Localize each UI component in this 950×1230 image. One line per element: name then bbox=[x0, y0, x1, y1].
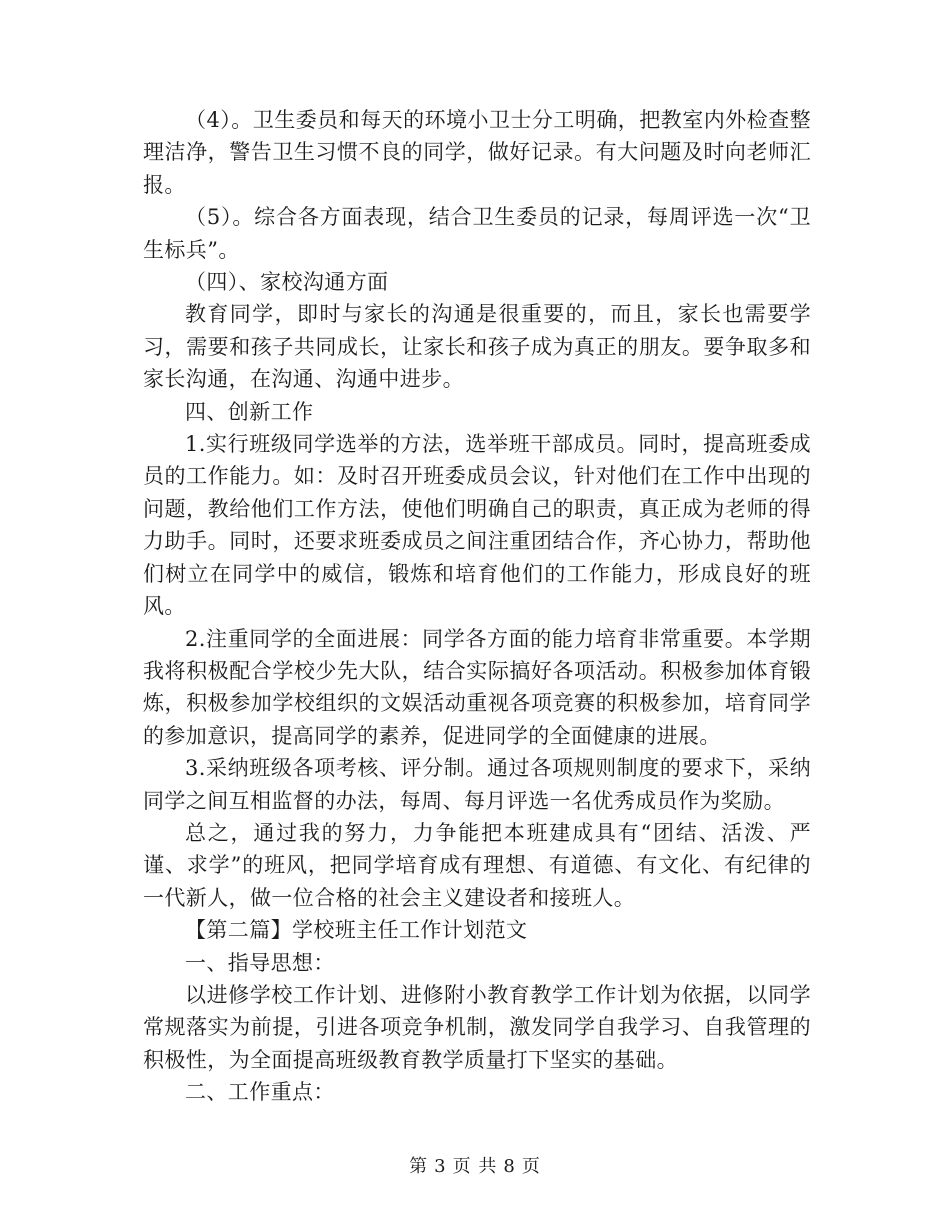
paragraph-guiding-ideology: 以进修学校工作计划、进修附小教育教学工作计划为依据，以同学常规落实为前提，引进各项竞争机制，激发同学自我学习、自我管理的积极性，为全面提高班级教育教学质量打下坚实的基础。 bbox=[143, 982, 811, 1072]
paragraph-hygiene-item-4: （4）。卫生委员和每天的环境小卫士分工明确，把教室内外检查整理洁净，警告卫生习惯不良的同学，做好记录。有大问题及时向老师汇报。 bbox=[143, 108, 811, 197]
paragraph-innovation-2: 2.注重同学的全面进展：同学各方面的能力培育非常重要。本学期我将积极配合学校少先大队，结合实际搞好各项活动。积极参加体育锻炼，积极参加学校组织的文娱活动重视各项竞赛的积极参加，培育同学的参加意识，提高同学的素养，促进同学的全面健康的进展。 bbox=[143, 626, 811, 748]
total-page-count: 8 bbox=[503, 1156, 516, 1177]
document-body bbox=[143, 104, 811, 1109]
paragraph-summary: 总之，通过我的努力，力争能把本班建成具有“团结、活泼、严谨、求学”的班风，把同学培育成有理想、有道德、有文化、有纪律的一代新人，做一位合格的社会主义建设者和接班人。 bbox=[143, 820, 811, 910]
section-heading-work-focus: 二、工作重点： bbox=[185, 1080, 335, 1105]
section-heading-guiding-ideology: 一、指导思想： bbox=[185, 950, 335, 975]
paragraph-innovation-1: 1.实行班级同学选举的方法，选举班干部成员。同时，提高班委成员的工作能力。如：及时召开班委成员会议，针对他们在工作中出现的问题，教给他们工作方法，使他们明确自己的职责，真正成为老师的得力助手。同时，还要求班委成员之间注重团结合作，齐心协力，帮助他们树立在同学中的威信，锻炼和培育他们的工作能力，形成良好的班风。 bbox=[143, 432, 811, 619]
paragraph-innovation-3: 3.采纳班级各项考核、评分制。通过各项规则制度的要求下，采纳同学之间互相监督的办法，每周、每月评选一名优秀成员作为奖励。 bbox=[143, 756, 811, 813]
footer-suffix: 页 bbox=[521, 1156, 541, 1177]
section-heading-innovation: 四、创新工作 bbox=[185, 399, 314, 424]
page-number-footer bbox=[0, 1152, 950, 1178]
article-title-part-two: 【第二篇】学校班主任工作计划范文 bbox=[185, 918, 528, 943]
footer-middle: 页 共 bbox=[452, 1156, 498, 1177]
footer-prefix: 第 bbox=[409, 1156, 429, 1177]
section-heading-home-school: （四）、家校沟通方面 bbox=[185, 270, 389, 295]
paragraph-home-school: 教育同学，即时与家长的沟通是很重要的，而且，家长也需要学习，需要和孩子共同成长，让家长和孩子成为真正的朋友。要争取多和家长沟通，在沟通、沟通中进步。 bbox=[143, 302, 811, 392]
current-page-number: 3 bbox=[434, 1156, 447, 1177]
paragraph-hygiene-item-5: （5）。综合各方面表现，结合卫生委员的记录，每周评选一次“卫生标兵”。 bbox=[143, 205, 811, 262]
